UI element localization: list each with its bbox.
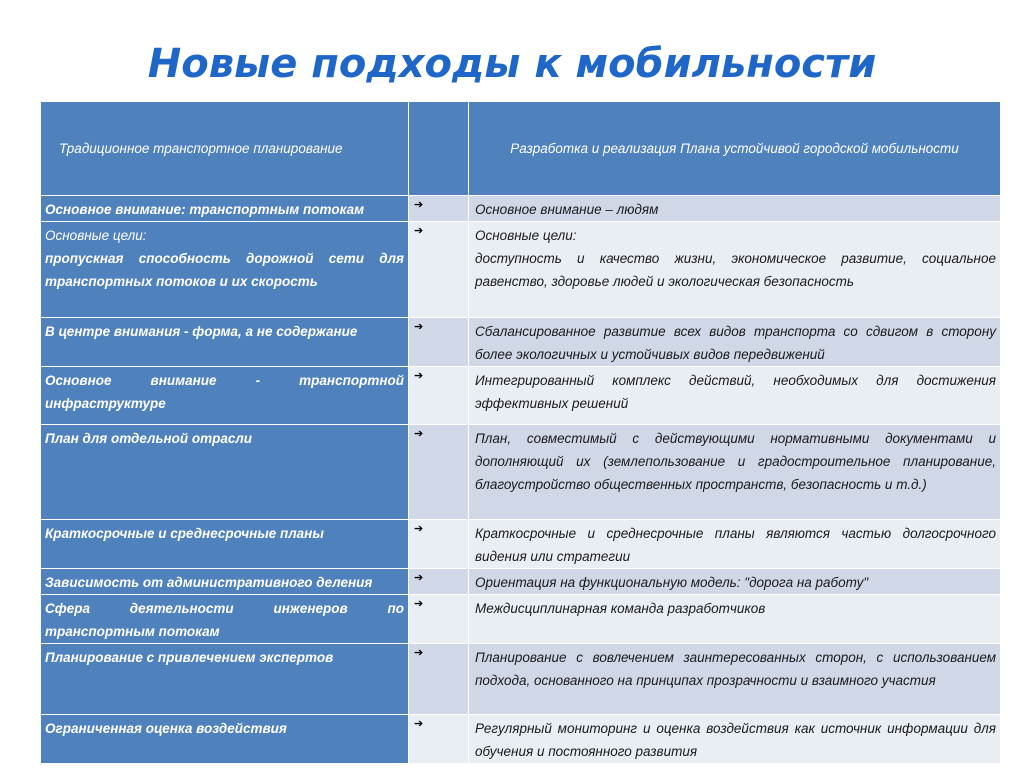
arrow-icon: ➔: [409, 715, 469, 764]
sump-cell: [469, 595, 1001, 644]
cell-text: Интегрированный комплекс действий, необходимых для достижения эффективных решений: [475, 373, 996, 411]
arrow-icon: ➔: [409, 318, 469, 367]
sump-cell: [469, 318, 1001, 367]
cell-text: Междисциплинарная команда разработчиков: [475, 601, 766, 616]
sump-cell: [469, 644, 1001, 715]
header-row: [41, 102, 1001, 196]
sump-cell: [469, 425, 1001, 520]
header-arrow-column: [409, 102, 469, 196]
arrow-icon: ➔: [409, 595, 469, 644]
arrow-icon: ➔: [409, 644, 469, 715]
traditional-cell: [41, 367, 409, 425]
cell-text: В центре внимания - форма, а не содержание: [45, 324, 358, 339]
sump-cell: [469, 222, 1001, 318]
arrow-icon: ➔: [409, 520, 469, 569]
sump-cell: [469, 520, 1001, 569]
arrow-icon: ➔: [409, 367, 469, 425]
traditional-cell: [41, 595, 409, 644]
table-row: [41, 367, 1001, 425]
cell-text: Планирование с вовлечением заинтересованных сторон, с использованием подхода, основанного на принципах прозрачности и взаимного участия: [475, 650, 996, 688]
cell-text: доступность и качество жизни, экономическое развитие, социальное равенство, здоровье людей и экологическая безопасность: [475, 251, 996, 289]
page-title: Новые подходы к мобильности: [147, 41, 877, 87]
arrow-icon: ➔: [409, 569, 469, 595]
sump-cell: [469, 367, 1001, 425]
cell-text: Регулярный мониторинг и оценка воздействия как источник информации для обучения и постоянного развития: [475, 721, 996, 759]
traditional-cell: [41, 569, 409, 595]
table-row: [41, 595, 1001, 644]
cell-heading: Основные цели:: [475, 228, 577, 243]
arrow-icon: ➔: [409, 222, 469, 318]
sump-cell: [469, 569, 1001, 595]
cell-text: Сбалансированное развитие всех видов транспорта со сдвигом в сторону более экологичных и устойчивых видов передвижений: [475, 324, 996, 362]
sump-cell: [469, 196, 1001, 222]
traditional-cell: [41, 644, 409, 715]
cell-text: План для отдельной отрасли: [45, 431, 253, 446]
cell-text: Ограниченная оценка воздействия: [45, 721, 287, 736]
comparison-table: [40, 101, 1001, 764]
table-row: [41, 318, 1001, 367]
table-row: [41, 196, 1001, 222]
header-traditional-planning: Традиционное транспортное планирование: [41, 102, 409, 196]
cell-text: Зависимость от административного деления: [45, 575, 373, 590]
sump-cell: [469, 715, 1001, 764]
cell-text: Основное внимание - транспортной инфраструктуре: [45, 373, 404, 411]
traditional-cell: [41, 318, 409, 367]
cell-text: Ориентация на функциональную модель: "дорога на работу": [475, 575, 869, 590]
header-sump: Разработка и реализация Плана устойчивой городской мобильности: [469, 102, 1001, 196]
table-row: [41, 520, 1001, 569]
cell-text: Планирование с привлечением экспертов: [45, 650, 334, 665]
traditional-cell: [41, 425, 409, 520]
table-row: [41, 222, 1001, 318]
table-row: [41, 425, 1001, 520]
cell-text: Краткосрочные и среднесрочные планы являются частью долгосрочного видения или стратегии: [475, 526, 996, 564]
cell-text: Сфера деятельности инженеров по транспортным потокам: [45, 601, 404, 639]
cell-text: Основное внимание – людям: [475, 202, 659, 217]
traditional-cell: [41, 222, 409, 318]
table-row: [41, 569, 1001, 595]
arrow-icon: ➔: [409, 196, 469, 222]
arrow-icon: ➔: [409, 425, 469, 520]
cell-text: Краткосрочные и среднесрочные планы: [45, 526, 324, 541]
cell-text: Основное внимание: транспортным потокам: [45, 202, 365, 217]
table-header: [41, 102, 1001, 196]
traditional-cell: [41, 715, 409, 764]
table-row: [41, 644, 1001, 715]
traditional-cell: [41, 520, 409, 569]
cell-heading: Основные цели:: [45, 228, 147, 243]
traditional-cell: [41, 196, 409, 222]
cell-text: План, совместимый с действующими нормативными документами и дополняющий их (землепользование и градостроительное планирование, благоустройство общественных пространств, безопасность и т.д.): [475, 431, 996, 492]
table-row: [41, 715, 1001, 764]
cell-text: пропускная способность дорожной сети для транспортных потоков и их скорость: [45, 251, 404, 289]
